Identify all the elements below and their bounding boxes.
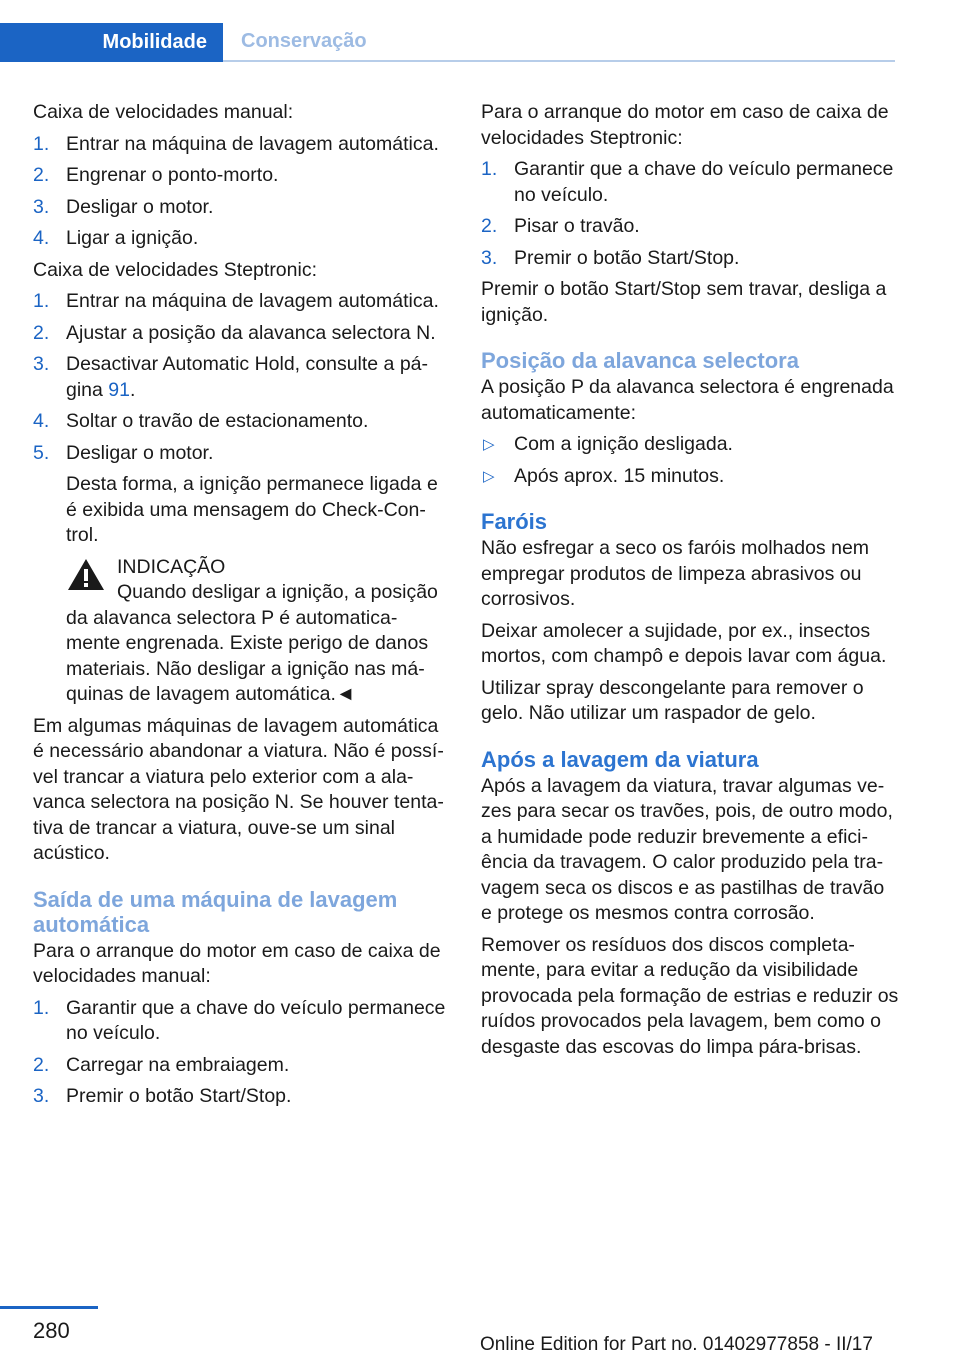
triangle-right-icon: ▷ [483,467,495,485]
list-item: 4. Soltar o travão de estacionamento. [33,410,369,432]
list-item: ▷ Com a ignição desligada. [481,432,899,458]
numbered-list [33,996,448,1110]
list-item-detail: Desta forma, a ignição permanece ligada e é exibida uma mensagem do Check-Con-trol. [66,473,438,546]
paragraph: Não esfregar a seco os faróis molhados nem empregar produtos de limpeza abrasivos ou corrosivos. [481,537,870,610]
paragraph: Após a lavagem da viatura, travar algumas ve-zes para secar os travões, pois, de outro modo, a humidade pode reduzir brevemente a efici-ência da travagem. O calor produzido pela tra-vagem seca os discos e as pastilhas de travão e protege os mesmos contra corrosão. [481,774,893,924]
paragraph: Utilizar spray descongelante para remover o gelo. Não utilizar um raspador de gelo. [481,676,864,724]
bullet-list [481,432,899,489]
warning-text: Quando desligar a ignição, a posição [117,581,438,603]
list-item: 3. Desactivar Automatic Hold, consulte a pá-gina 91. [33,353,429,401]
paragraph: Caixa de velocidades Steptronic: [33,258,317,281]
page-number: 280 [33,1318,70,1343]
footer-rule [0,1306,98,1309]
edition-text: Online Edition for Part no. 01402977858 - II/17 [480,1334,873,1355]
tab-mobilidade[interactable]: Mobilidade [0,23,223,62]
list-item: 3. Premir o botão Start/Stop. [481,246,740,269]
warning-title: INDICAÇÃO [117,555,226,578]
section-heading: Faróis [481,509,548,534]
list-item: 1. Entrar na máquina de lavagem automática. [33,132,439,155]
paragraph: Para o arranque do motor em caso de caixa de velocidades Steptronic: [481,101,889,149]
page-link[interactable]: 91 [108,378,130,401]
numbered-list [33,132,448,252]
paragraph: Deixar amolecer a sujidade, por ex., insectos mortos, com champô e depois lavar com água. [481,619,887,667]
numbered-list [481,157,899,271]
list-item: 2. Carregar na embraiagem. [33,1053,290,1076]
list-item: 4. Ligar a ignição. [33,227,199,249]
paragraph: Em algumas máquinas de lavagem automática é necessário abandonar a viatura. Não é possí-vel trancar a viatura pelo exterior com a ala-vanca selectora na posição N. Se houver tenta-tiva de trancar a viatura, ouve-se um sinal acústico. [33,714,444,864]
warning-triangle-icon [66,557,106,592]
paragraph: Para o arranque do motor em caso de caixa de velocidades manual: [33,939,441,987]
list-item: 1. Entrar na máquina de lavagem automática. [33,290,439,312]
paragraph: A posição P da alavanca selectora é engrenada automaticamente: [481,376,894,424]
list-item: 1. Garantir que a chave do veículo permanece no veículo. [481,158,894,206]
warning-text: da alavanca selectora P é automatica-mente engrenada. Existe perigo de danos materiais. Não desligar a ignição nas má-quinas de lavagem automática.◄ [66,606,429,705]
list-item: 1. Garantir que a chave do veículo permanece no veículo. [33,996,446,1044]
section-heading: Saída de uma máquina de lavagem automática [33,886,398,937]
section-heading: Após a lavagem da viatura [481,746,759,772]
header-tabs [0,0,895,62]
list-item: 2. Engrenar o ponto-morto. [33,164,279,186]
list-item: ▷ Após aprox. 15 minutos. [481,464,899,490]
tab-conservacao[interactable]: Conservação [223,23,895,62]
list-item: 2. Ajustar a posição da alavanca selectora N. [33,321,436,344]
paragraph: Premir o botão Start/Stop sem travar, desliga a ignição. [481,278,887,326]
warning-box [66,555,448,708]
list-item: 2. Pisar o travão. [481,215,640,237]
numbered-list [33,289,448,549]
list-item: 5. Desligar o motor. Desta forma, a ignição permanece ligada e é exibida uma mensagem do Check-Con-trol. [33,441,448,549]
left-column [33,100,448,1116]
paragraph: Caixa de velocidades manual: [33,101,294,123]
section-heading: Posição da alavanca selectora [481,348,799,373]
list-item: 3. Premir o botão Start/Stop. [33,1085,292,1107]
list-item: 3. Desligar o motor. [33,195,214,218]
triangle-right-icon: ▷ [483,436,495,453]
right-column [481,100,899,1066]
paragraph: Remover os resíduos dos discos completa-mente, para evitar a redução da visibilidade provocada pela formação de estrias e reduzir os ruídos provocados pela lavagem, bem como o desgaste das escovas do limpa pára-brisas. [481,933,899,1058]
